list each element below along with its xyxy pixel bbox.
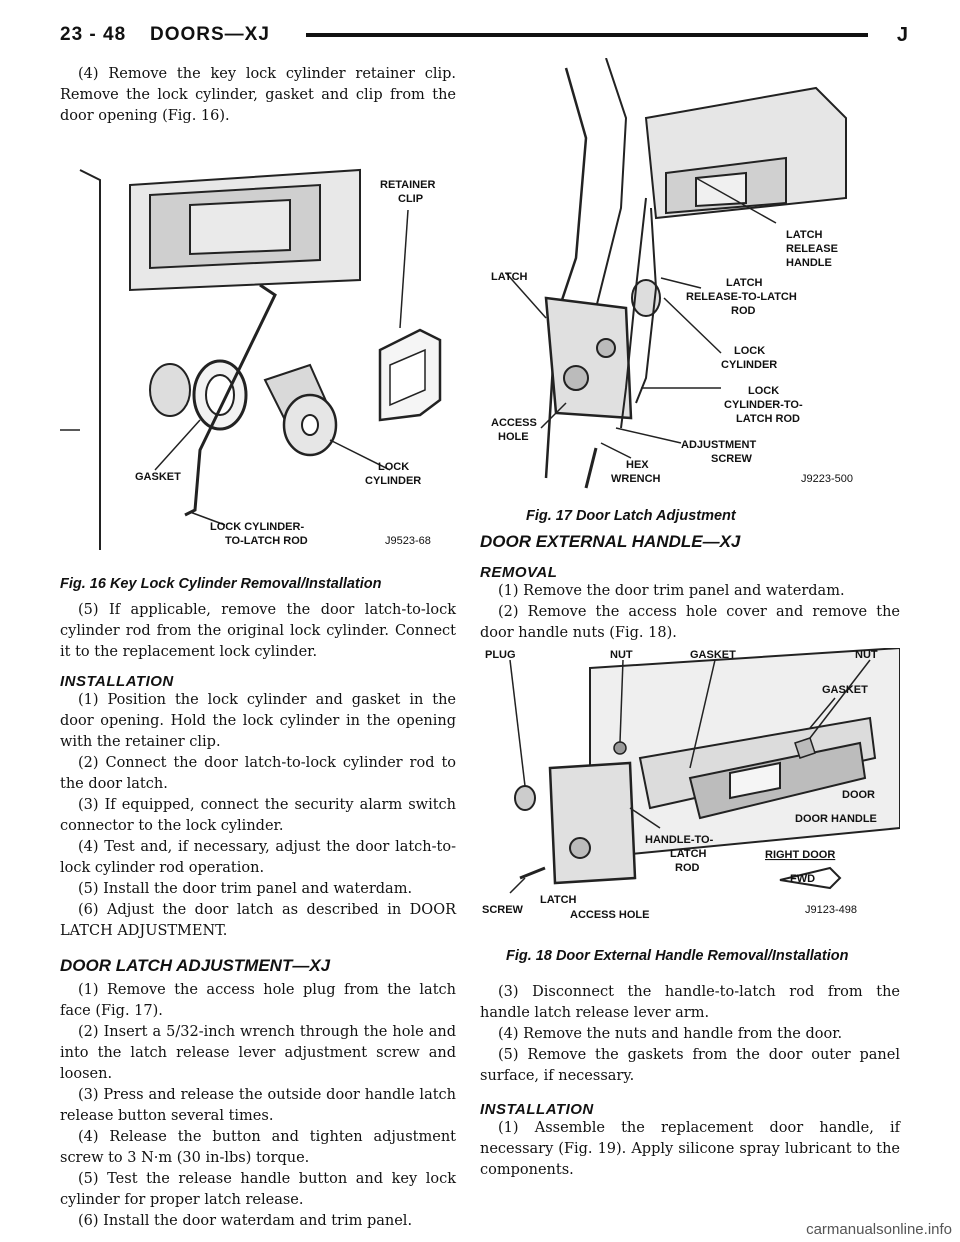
left-column-continued [60, 600, 456, 1232]
key-lock-cylinder-illustration [60, 150, 456, 560]
installation-heading: INSTALLATION [60, 673, 174, 690]
figure-caption: Fig. 17 Door Latch Adjustment [526, 508, 736, 524]
label-rod-2: TO-LATCH ROD [225, 535, 308, 547]
label-gasket: GASKET [135, 471, 181, 483]
header-marker: J [896, 24, 908, 46]
figure-code: J9223-500 [801, 473, 853, 485]
right-column-continued [480, 982, 900, 1181]
watermark: carmanualsonline.info [806, 1221, 952, 1238]
label-wrench: WRENCH [611, 473, 661, 485]
step: (1) Remove the door trim panel and waterdam. [498, 583, 845, 599]
step: (5) Test the release handle button and key lock cylinder for proper latch release. [60, 1171, 456, 1208]
figure-16 [60, 150, 456, 592]
label-nut-1: NUT [610, 649, 633, 661]
step: (4) Release the button and tighten adjustment screw to 3 N·m (30 in-lbs) torque. [60, 1129, 456, 1166]
removal-heading: REMOVAL [480, 564, 558, 581]
right-column [480, 532, 900, 644]
label-clip: CLIP [398, 193, 424, 205]
label-hex: HEX [626, 459, 649, 471]
step: (1) Assemble the replacement door handle, if necessary (Fig. 19). Apply silicone spray lubricant to the components. [480, 1120, 900, 1178]
step: (1) Remove the access hole plug from the latch face (Fig. 17). [60, 982, 456, 1019]
label-retainer: RETAINER [380, 179, 436, 191]
label-door: DOOR [842, 789, 875, 801]
step: (4) Test and, if necessary, adjust the door latch-to-lock cylinder rod operation. [60, 839, 456, 876]
step: (2) Remove the access hole cover and remove the door handle nuts (Fig. 18). [480, 604, 900, 641]
label-access-hole: ACCESS HOLE [570, 909, 650, 921]
figure-caption: Fig. 16 Key Lock Cylinder Removal/Installation [60, 576, 382, 592]
page-number: 23 - 48 [60, 24, 127, 45]
page-header [60, 20, 908, 50]
label-door-handle: DOOR HANDLE [795, 813, 877, 825]
label-cyl-rod-1: LOCK [748, 385, 780, 397]
left-column [60, 64, 456, 127]
label-gasket-1: GASKET [690, 649, 736, 661]
step: (5) Remove the gaskets from the door outer panel surface, if necessary. [480, 1047, 900, 1084]
label-hole: HOLE [498, 431, 529, 443]
figure-17 [486, 58, 898, 524]
figure-caption: Fig. 18 Door External Handle Removal/Installation [506, 948, 849, 964]
label-plug: PLUG [485, 649, 516, 661]
label-cyl-rod-3: LATCH ROD [736, 413, 800, 425]
installation-heading: INSTALLATION [480, 1101, 594, 1118]
label-handle-rod-2: LATCH [670, 848, 707, 860]
label-handle-rod-1: HANDLE-TO- [645, 834, 714, 846]
figure-code: J9123-498 [805, 904, 857, 916]
label-right-door: RIGHT DOOR [765, 849, 836, 861]
section-title: DOORS—XJ [150, 24, 270, 45]
label-release-rod-1: LATCH [726, 277, 763, 289]
label-gasket-2: GASKET [822, 684, 868, 696]
label-cylinder: CYLINDER [365, 475, 422, 487]
door-latch-illustration [486, 58, 898, 498]
step: (3) Press and release the outside door handle latch release button several times. [60, 1087, 456, 1124]
paragraph: (4) Remove the key lock cylinder retainer clip. Remove the lock cylinder, gasket and clip from the door opening (Fig. 16). [60, 66, 456, 124]
step: (3) If equipped, connect the security alarm switch connector to the lock cylinder. [60, 797, 456, 834]
figure-code: J9523-68 [385, 535, 431, 547]
step: (6) Install the door waterdam and trim panel. [78, 1213, 413, 1229]
door-handle-illustration [480, 648, 900, 938]
label-screw: SCREW [482, 904, 523, 916]
latch-adjustment-heading: DOOR LATCH ADJUSTMENT—XJ [60, 956, 331, 975]
label-fwd: FWD [790, 873, 816, 885]
figure-18 [480, 648, 900, 964]
label-handle-rod-3: ROD [675, 862, 700, 874]
label-cyl-rod-2: CYLINDER-TO- [724, 399, 803, 411]
label-latch-release-handle-2: RELEASE [786, 243, 838, 255]
step: (6) Adjust the door latch as described in DOOR LATCH ADJUSTMENT. [60, 902, 456, 939]
label-release-rod-3: ROD [731, 305, 756, 317]
label-nut-2: NUT [855, 649, 878, 661]
label-lock-cylinder-1: LOCK [734, 345, 766, 357]
label-latch: LATCH [491, 271, 528, 283]
label-access: ACCESS [491, 417, 537, 429]
step: (3) Disconnect the handle-to-latch rod from the handle latch release lever arm. [480, 984, 900, 1021]
label-screw: SCREW [711, 453, 752, 465]
label-rod-1: LOCK CYLINDER- [210, 521, 305, 533]
paragraph: (5) If applicable, remove the door latch-to-lock cylinder rod from the original lock cylinder. Connect it to the replacement lock cylinder. [60, 602, 456, 660]
label-lock-cylinder-2: CYLINDER [721, 359, 778, 371]
header-rule [306, 33, 868, 37]
step: (4) Remove the nuts and handle from the door. [498, 1026, 843, 1042]
step: (2) Insert a 5/32-inch wrench through the hole and into the latch release lever adjustment screw and loosen. [60, 1024, 456, 1082]
label-latch-release-handle-3: HANDLE [786, 257, 832, 269]
step: (1) Position the lock cylinder and gasket in the door opening. Hold the lock cylinder in the opening with the retainer clip. [60, 692, 456, 750]
label-latch-release-handle-1: LATCH [786, 229, 823, 241]
label-latch: LATCH [540, 894, 577, 906]
label-release-rod-2: RELEASE-TO-LATCH [686, 291, 797, 303]
step: (2) Connect the door latch-to-lock cylinder rod to the door latch. [60, 755, 456, 792]
label-lock: LOCK [378, 461, 410, 473]
external-handle-heading: DOOR EXTERNAL HANDLE—XJ [480, 532, 741, 551]
label-adjustment: ADJUSTMENT [681, 439, 757, 451]
step: (5) Install the door trim panel and waterdam. [78, 881, 413, 897]
